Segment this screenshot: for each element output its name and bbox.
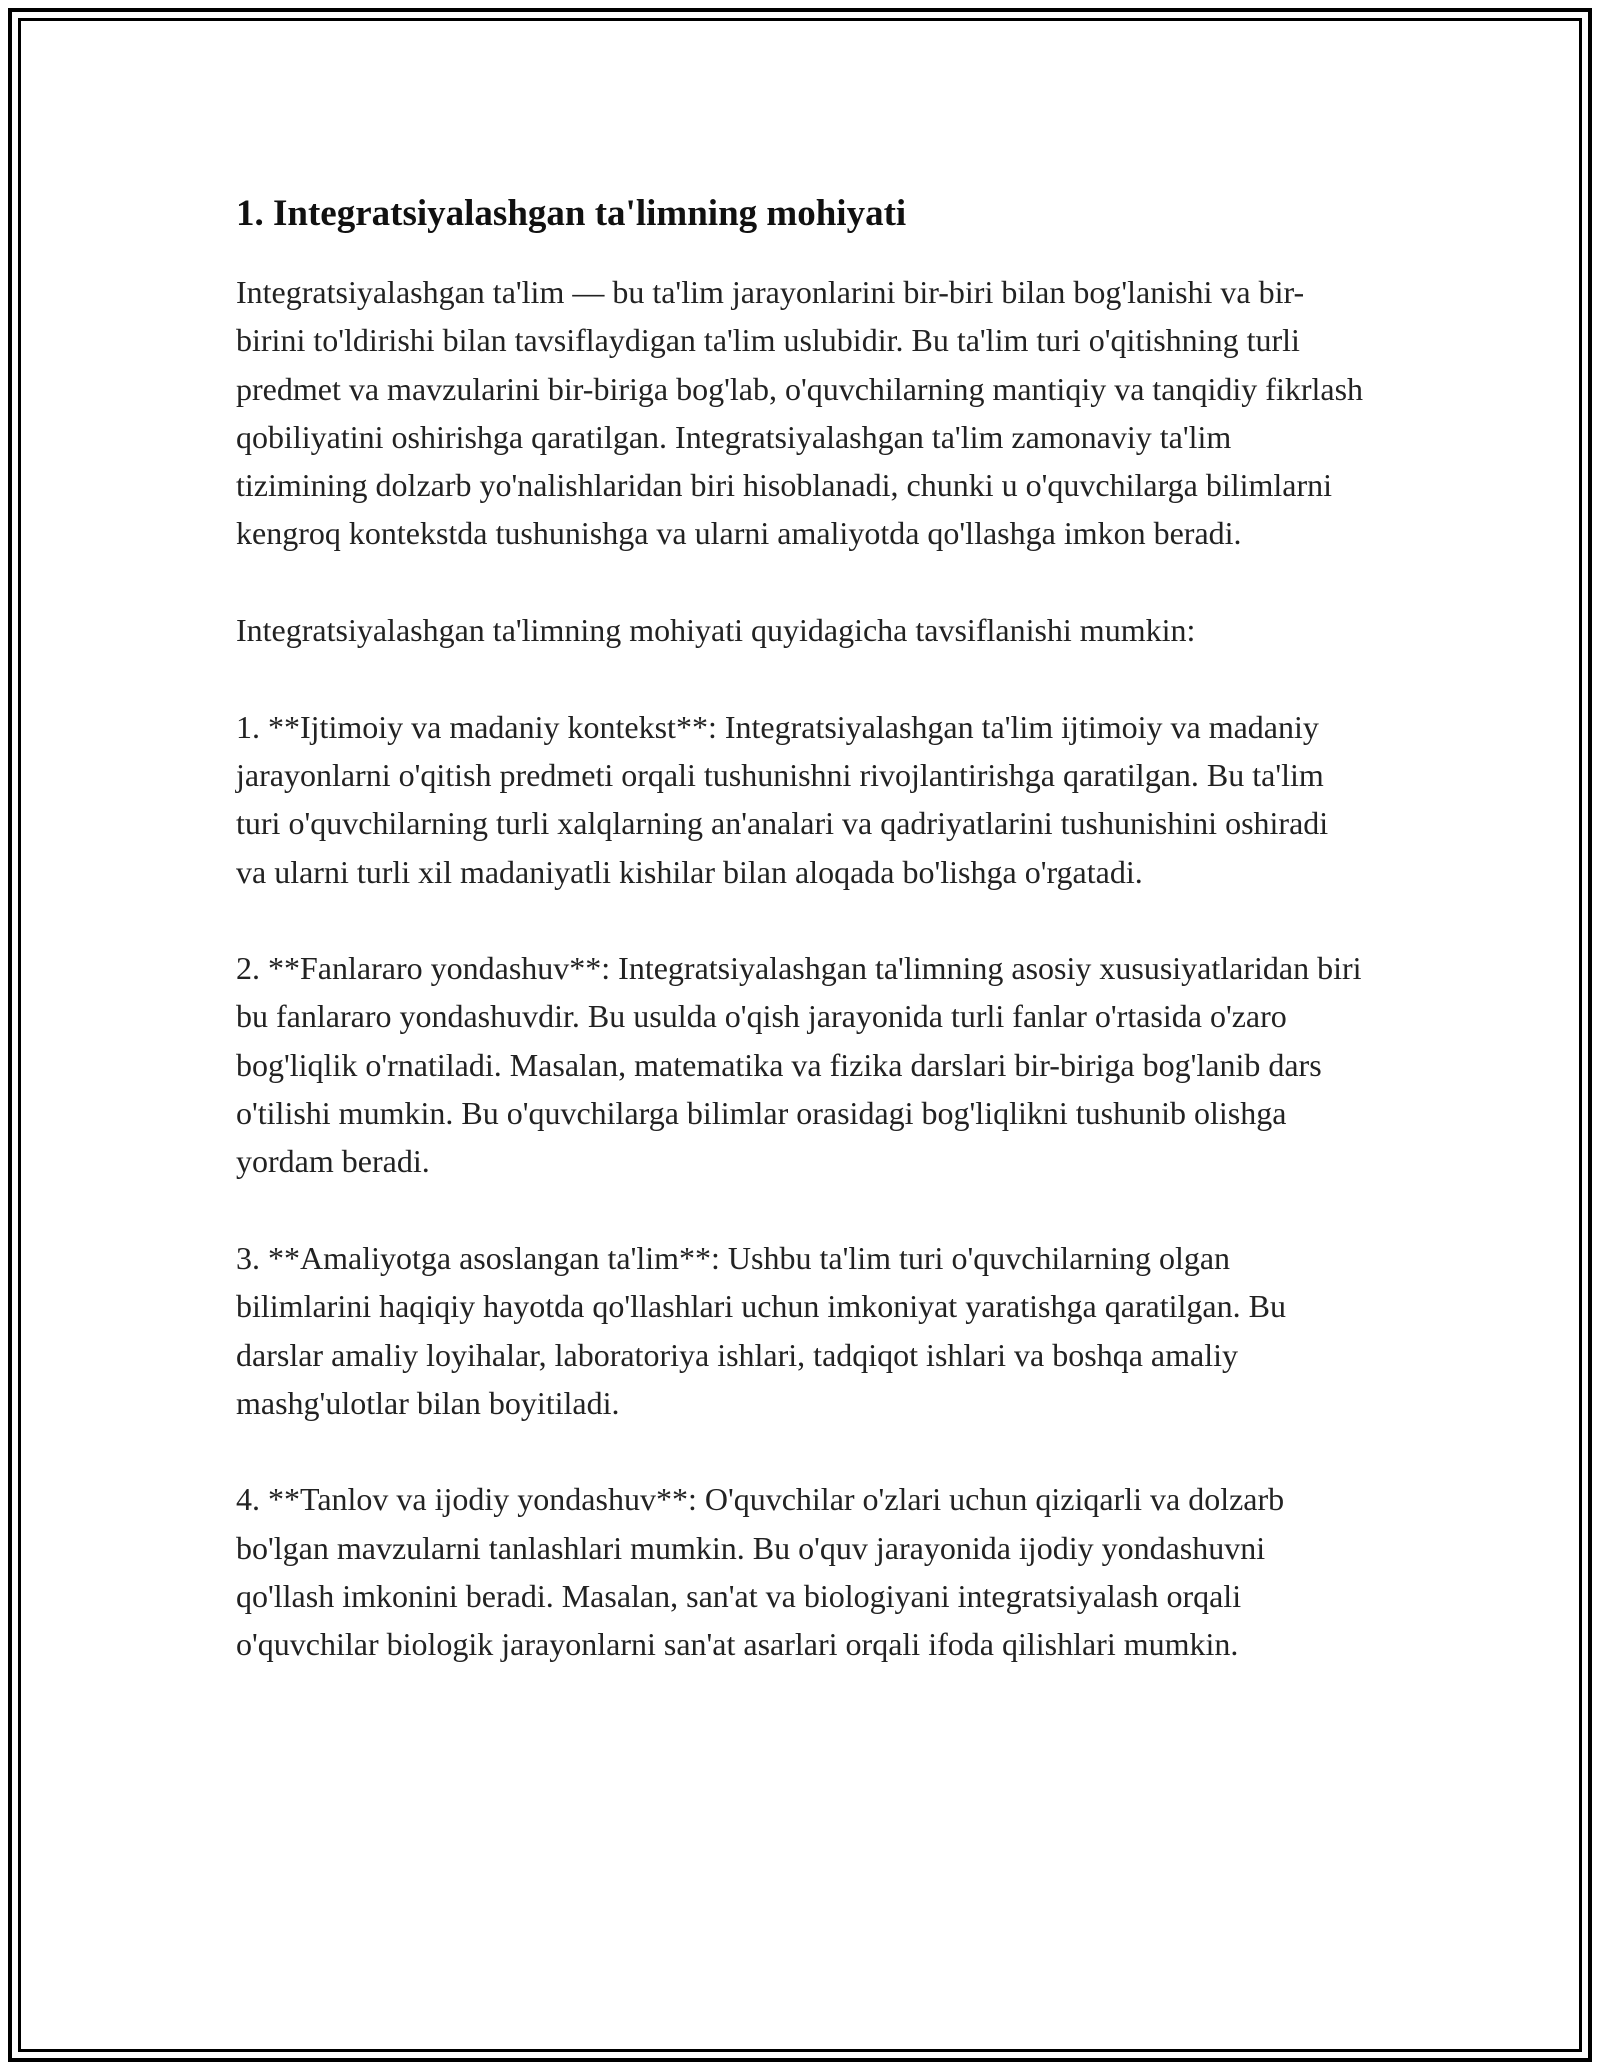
list-item-practice-based: 3. **Amaliyotga asoslangan ta'lim**: Ushbu ta'lim turi o'quvchilarning olgan bilimlarini haqiqiy hayotda qo'llashlari uchun imkoniyat yaratishga qaratilgan. Bu darslar amaliy loyihalar, laboratoriya ishlari, tadqiqot ishlari va boshqa amaliy mashg'ulotlar bilan boyitiladi. <box>236 1239 1286 1421</box>
list-item-social-cultural: 1. **Ijtimoiy va madaniy kontekst**: Integratsiyalashgan ta'lim ijtimoiy va madaniy jarayonlarni o'qitish predmeti orqali tushunishni rivojlantirishga qaratilgan. Bu ta'lim turi o'quvchilarning turli xalqlarning an'analari va qadriyatlarini tushunishini oshiradi va ularni turli xil madaniyatli kishilar bilan aloqada bo'lishga o'rgatadi. <box>236 708 1329 890</box>
document-body <box>236 186 1366 1669</box>
section-heading: 1. Integratsiyalashgan ta'limning mohiyati <box>236 193 907 234</box>
list-item-interdisciplinary: 2. **Fanlararo yondashuv**: Integratsiyalashgan ta'limning asosiy xususiyatlaridan biri bu fanlararo yondashuvdir. Bu usulda o'qish jarayonida turli fanlar o'rtasida o'zaro bog'liqlik o'rnatiladi. Masalan, matematika va fizika darslari bir-biriga bog'lanib dars o'tilishi mumkin. Bu o'quvchilarga bilimlar orasidagi bog'liqlikni tushunib olishga yordam beradi. <box>236 950 1362 1180</box>
list-intro-paragraph: Integratsiyalashgan ta'limning mohiyati quyidagicha tavsiflanishi mumkin: <box>236 612 1196 649</box>
intro-paragraph: Integratsiyalashgan ta'lim — bu ta'lim jarayonlarini bir-biri bilan bog'lanishi va bir-birini to'ldirishi bilan tavsiflaydigan ta'lim uslubidir. Bu ta'lim turi o'qitishning turli predmet va mavzularini bir-biriga bog'lab, o'quvchilarning mantiqiy va tanqidiy fikrlash qobiliyatini oshirishga qaratilgan. Integratsiyalashgan ta'lim zamonaviy ta'lim tizimining dolzarb yo'nalishlaridan biri hisoblanadi, chunki u o'quvchilarga bilimlarni kengroq kontekstda tushunishga va ularni amaliyotda qo'llashga imkon beradi. <box>236 274 1364 552</box>
list-item-choice-creative: 4. **Tanlov va ijodiy yondashuv**: O'quvchilar o'zlari uchun qiziqarli va dolzarb bo'lgan mavzularni tanlashlari mumkin. Bu o'quv jarayonida ijodiy yondashuvni qo'llash imkonini beradi. Masalan, san'at va biologiyani integratsiyalash orqali o'quvchilar biologik jarayonlarni san'at asarlari orqali ifoda qilishlari mumkin. <box>236 1481 1285 1663</box>
